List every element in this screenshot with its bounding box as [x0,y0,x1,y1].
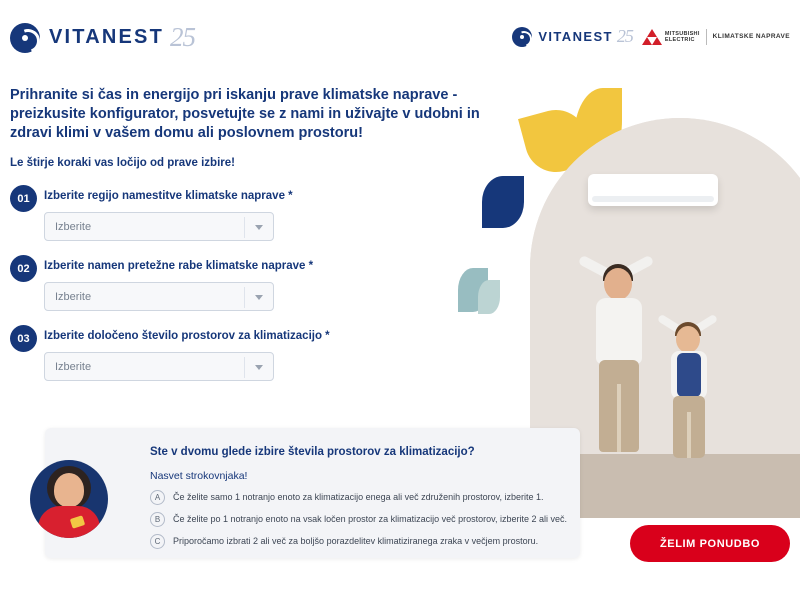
mitsubishi-line1: MITSUBISHI [664,30,700,37]
air-conditioner-unit [588,174,718,206]
page-title: Prihranite si čas in energijo pri iskanju prave klimatske naprave - preizkusite konfigurator, posvetujte se z nami in uživajte v udobni in zdravi klimi v vašem domu ali poslovnem prostoru! [10,87,480,141]
list-item [150,512,570,527]
usage-select-value: Izberite [55,290,92,303]
adult-pants [599,360,639,452]
partner-logo-group [512,26,790,47]
step-label: Izberite določeno število prostorov za klimatizacijo * [44,330,330,342]
chevron-down-icon [255,225,263,230]
person-adult [586,256,652,466]
mitsubishi-diamonds-icon [643,29,661,45]
child-pants [673,396,705,458]
form-column [10,86,480,395]
step-number-badge: 01 [10,185,37,212]
tip-text: Priporočamo izbrati 2 ali več za boljšo porazdelitev klimatiziranega zraka v večjem prostoru. [173,536,539,546]
tip-letter-badge: A [150,490,165,505]
select-divider [244,217,245,238]
brand-name-small: VITANEST [538,29,613,44]
brand-anniversary: 25 [170,22,196,52]
step-number-badge: 03 [10,325,37,352]
advice-subtitle: Nasvet strokovnjaka! [150,470,248,482]
list-item [150,490,570,505]
adult-head [604,268,632,300]
advice-panel [45,428,580,558]
mitsubishi-logo [643,29,790,45]
mitsubishi-line2: ELECTRIC [664,36,695,43]
rooms-select[interactable] [44,352,274,381]
tip-text: Če želite samo 1 notranjo enoto za klimatizacijo enega ali več združenih prostorov, izberite 1. [173,492,544,502]
page-header [0,0,800,72]
list-item [150,534,570,549]
step-01 [10,185,480,241]
advice-title: Ste v dvomu glede izbire števila prostorov za klimatizacijo? [150,446,475,458]
region-select-value: Izberite [55,220,92,233]
brand-name: VITANEST [49,26,165,48]
step-03 [10,325,480,381]
decorative-blob-teal-light [478,280,500,314]
advisor-face [54,473,84,507]
vitanest-swirl-icon [10,23,40,53]
mitsubishi-name [665,31,700,43]
partner-tagline: KLIMATSKE NAPRAVE [712,33,790,40]
rooms-select-value: Izberite [55,360,92,373]
tip-letter-badge: B [150,512,165,527]
tip-letter-badge: C [150,534,165,549]
advisor-avatar [30,460,108,538]
region-select[interactable] [44,212,274,241]
tip-text: Če želite po 1 notranjo enoto na vsak ločen prostor za klimatizacijo več prostorov, izberite 2 ali več. [173,514,568,524]
step-02 [10,255,480,311]
select-divider [244,357,245,378]
advisor-body [38,506,100,538]
vitanest-logo[interactable] [10,22,195,53]
brand-anniversary-small: 25 [616,26,633,46]
step-number-badge: 02 [10,255,37,282]
logo-divider [706,29,707,45]
advice-tip-list [150,490,570,556]
adult-shirt [596,298,642,364]
chevron-down-icon [255,295,263,300]
person-child [662,316,716,466]
vitanest-swirl-icon-small [512,27,532,47]
usage-select[interactable] [44,282,274,311]
child-vest [677,353,701,397]
child-head [676,326,700,353]
request-offer-button[interactable]: ŽELIM PONUDBO [630,525,790,562]
page-subtitle: Le štirje koraki vas ločijo od prave izbire! [10,157,235,169]
step-label: Izberite regijo namestitve klimatske naprave * [44,190,293,202]
chevron-down-icon [255,365,263,370]
select-divider [244,287,245,308]
decorative-blob-navy [482,176,524,228]
step-label: Izberite namen pretežne rabe klimatske naprave * [44,260,314,272]
